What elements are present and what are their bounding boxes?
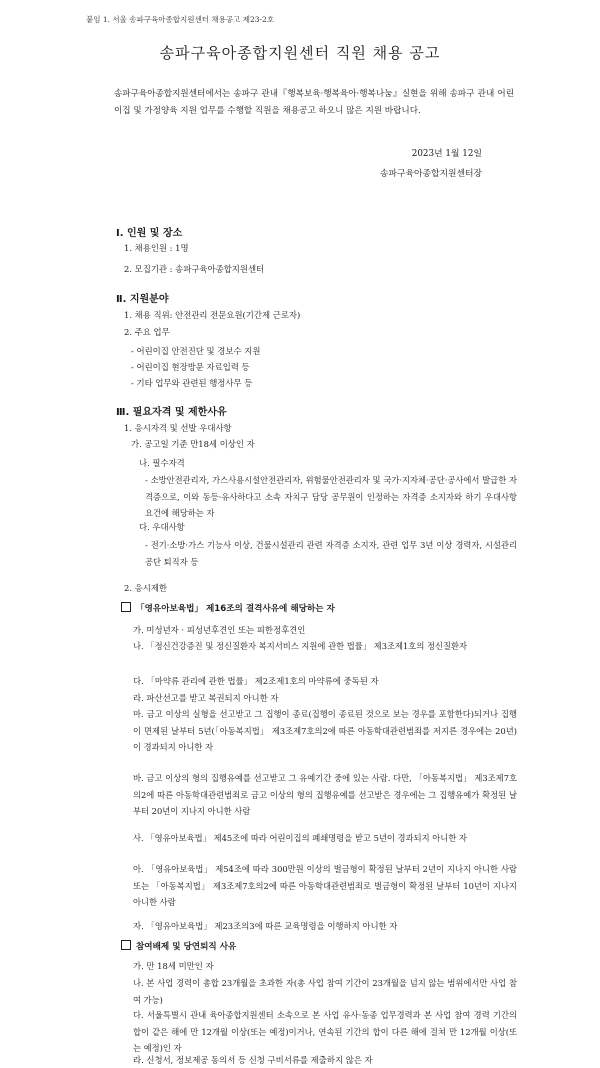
list-item: - 어린이집 안전진단 및 경보수 지원 xyxy=(131,346,261,356)
list-item: - 전기·소방·가스 기능사 이상, 건물시설관리 관련 자격증 소지자, 관련 업무 3년 이상 경력자, 시설관리공단 퇴직자 등 xyxy=(145,540,517,567)
exclusion-box-heading: 참여배제 및 당연퇴직 사유 xyxy=(121,940,236,952)
list-item: 가. 미성년자 · 피성년후견인 또는 피한정후견인 xyxy=(133,625,306,635)
list-item: 가. 공고일 기준 만18세 이상인 자 xyxy=(131,439,255,449)
list-item: 1. 채용 직위: 안전관리 전문요원(기간제 근로자) xyxy=(124,310,301,320)
page-title: 송파구육아종합지원센터 직원 채용 공고 xyxy=(159,44,441,62)
restriction-box-heading: 「영유아보육법」 제16조의 결격사유에 해당하는 자 xyxy=(121,602,335,614)
list-item: 가. 만 18세 미만인 자 xyxy=(133,961,214,971)
issuer-signature: 송파구육아종합지원센터장 xyxy=(380,169,482,179)
list-item: 2. 주요 업무 xyxy=(124,327,170,337)
list-item: 2. 모집기관 : 송파구육아종합지원센터 xyxy=(124,264,265,274)
checkbox-square-icon xyxy=(121,602,131,612)
list-item: 바. 금고 이상의 형의 집행유예를 선고받고 그 유예기간 중에 있는 사람. 다만, 「아동복지법」 제3조제7호의2에 따른 아동학대관련범죄로 금고 이상의 형의 집행유예를 선고받은 경우에는 그 집행유예가 확정된 날부터 20년이 지나지 아니한 사람 xyxy=(133,773,517,816)
list-item: 나. 필수자격 xyxy=(139,458,185,468)
section-1-heading: Ⅰ. 인원 및 장소 xyxy=(116,228,183,239)
list-item: 1. 응시자격 및 선발 우대사항 xyxy=(124,423,232,433)
list-item: 다. 우대사항 xyxy=(139,522,185,532)
list-item: - 소방안전관리자, 가스사용시설안전관리자, 위험물안전관리자 및 국가·지자체·공단·공사에서 발급한 자격증으로, 이와 동등·유사하다고 소속 자치구 담당 공무원이 인정하는 자격증 소지자와 하기 우대사항 요건에 해당하는 자 xyxy=(145,475,517,518)
checkbox-square-icon xyxy=(121,940,131,950)
document-reference-note: 붙임 1. 서울 송파구육아종합지원센터 채용공고 제23-2호 xyxy=(86,15,275,24)
list-item: 나. 본 사업 경력이 총합 23개월을 초과한 자(총 사업 참여 기간이 23개월을 넘지 않는 범위에서만 사업 참여 가능) xyxy=(133,978,517,1005)
announcement-date: 2023년 1월 12일 xyxy=(411,149,482,159)
list-item: 사. 「영유아보육법」 제45조에 따라 어린이집의 폐쇄명령을 받고 5년이 경과되지 아니한 자 xyxy=(133,833,467,843)
intro-paragraph: 송파구육아종합지원센터에서는 송파구 관내『행복보육·행복육아·행복나눔』실현을 위해 송파구 관내 어린이집 및 가정양육 지원 업무를 수행할 직원을 채용공고 하오니 많은 지원 바랍니다. xyxy=(114,89,514,116)
section-3-heading: Ⅲ. 필요자격 및 제한사유 xyxy=(116,407,227,418)
list-item: - 기타 업무와 관련된 행정사무 등 xyxy=(131,378,253,388)
list-item: 자. 「영유아보육법」 제23조의3에 따른 교육명령을 이행하지 아니한 자 xyxy=(133,921,398,931)
list-item: - 어린이집 현장방문 자료입력 등 xyxy=(131,362,250,372)
list-item: 라. 파산선고를 받고 복권되지 아니한 자 xyxy=(133,693,279,703)
list-item: 마. 금고 이상의 실형을 선고받고 그 집행이 종료(집행이 종료된 것으로 보는 경우를 포함한다)되거나 집행이 면제된 날부터 5년(「아동복지법」 제3조제7호의2에 따른 아동학대관련범죄를 저지른 경우에는 20년)이 경과되지 아니한 자 xyxy=(133,709,517,752)
list-item: 다. 「마약류 관리에 관한 법률」 제2조제1호의 마약류에 중독된 자 xyxy=(133,676,379,686)
list-item: 다. 서울특별시 관내 육아종합지원센터 소속으로 본 사업 유사·동종 업무경력과 본 사업 참여 경력 기간의 합이 같은 해에 만 12개월 이상(또는 예정)이거나, 연속된 기간의 합이 다른 해에 걸쳐 만 12개월 이상(또는 예정)인 자 xyxy=(133,1010,517,1053)
list-item: 2. 응시제한 xyxy=(124,583,168,593)
list-item: 나. 「정신건강증진 및 정신질환자 복지서비스 지원에 관한 법률」 제3조제1호의 정신질환자 xyxy=(133,641,468,651)
list-item: 1. 채용인원 : 1명 xyxy=(124,243,189,253)
list-item: 아. 「영유아보육법」 제54조에 따라 300만원 이상의 벌금형이 확정된 날부터 2년이 지나지 아니한 사람 또는 「아동복지법」 제3조제7호의2에 따른 아동학대관련범죄로 벌금형이 확정된 날부터 10년이 지나지 아니한 사람 xyxy=(133,864,517,907)
list-item: 라. 신청서, 정보제공 동의서 등 신청 구비서류를 제출하지 않은 자 xyxy=(133,1055,373,1065)
section-2-heading: Ⅱ. 지원분야 xyxy=(116,294,169,305)
